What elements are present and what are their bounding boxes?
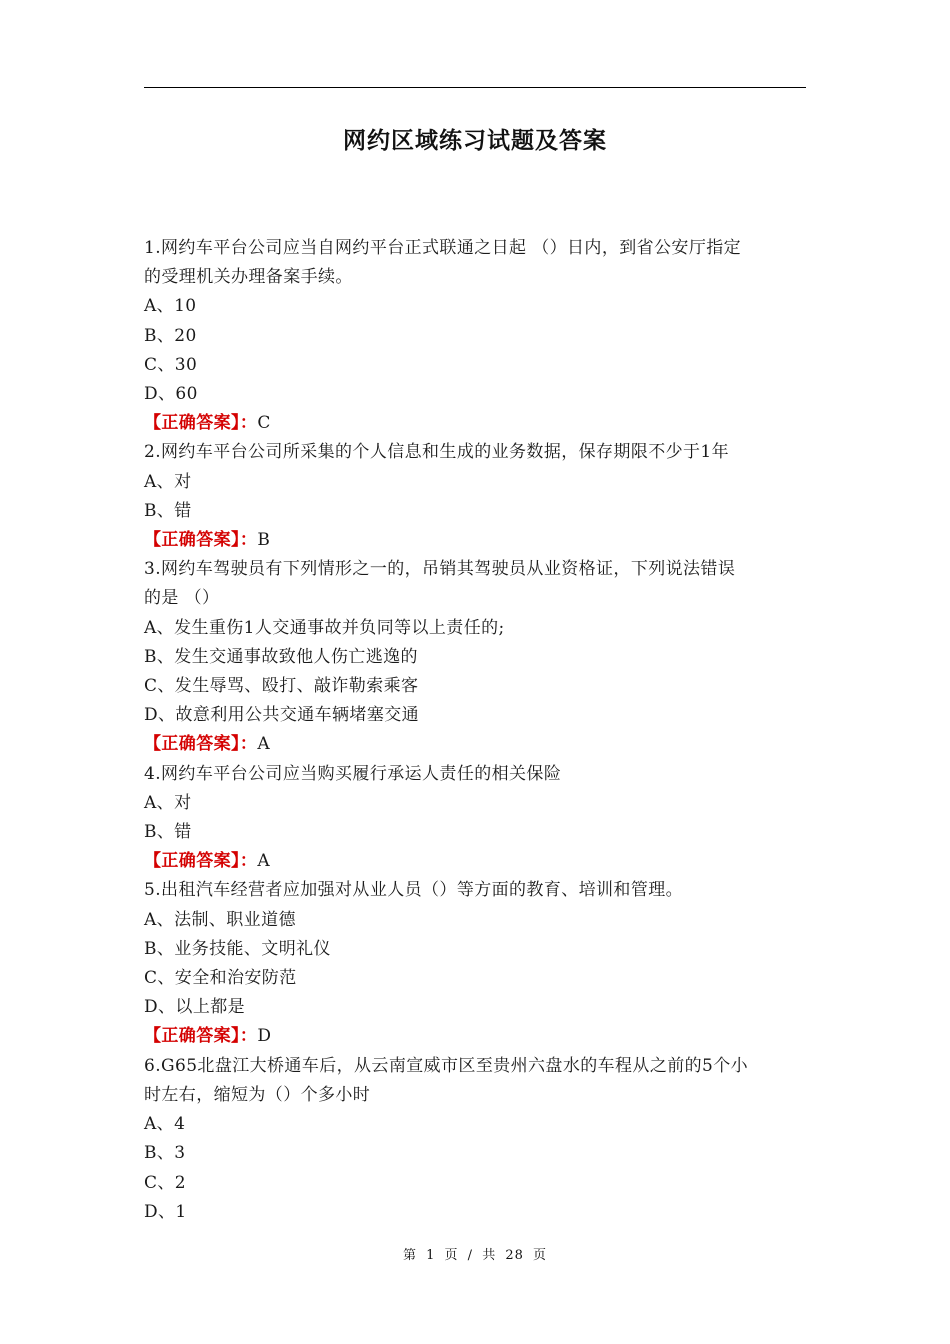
page-title: 网约区域练习试题及答案 — [343, 128, 607, 154]
question-block — [144, 555, 810, 759]
correct-answer-label: 【正确答案】： — [144, 851, 258, 872]
question-block — [144, 876, 810, 1051]
footer-prefix: 第 — [402, 1248, 417, 1263]
correct-answer-label: 【正确答案】： — [144, 530, 258, 551]
page-footer — [0, 1244, 950, 1263]
footer-total-unit: 页 — [533, 1248, 548, 1263]
correct-answer-label: 【正确答案】： — [144, 413, 258, 434]
answer-option: A、对 — [144, 792, 192, 813]
footer-separator: / — [467, 1248, 474, 1263]
correct-answer-value: A — [257, 851, 270, 872]
question-block — [144, 760, 810, 877]
answer-option: A、发生重伤1人交通事故并负同等以上责任的; — [144, 617, 505, 638]
header-rule — [144, 87, 806, 88]
question-text: 1.网约车平台公司应当自网约平台正式联通之日起 （）日内，到省公安厅指定 — [144, 238, 742, 258]
question-text: 5.出租汽车经营者应加强对从业人员（）等方面的教育、培训和管理。 — [144, 880, 684, 901]
question-text: 的受理机关办理备案手续。 — [144, 267, 353, 288]
correct-answer-label: 【正确答案】： — [144, 734, 258, 755]
correct-answer-label: 【正确答案】： — [144, 1026, 258, 1047]
question-list — [144, 234, 810, 1227]
answer-option: A、4 — [144, 1114, 186, 1135]
question-text: 的是 （） — [144, 588, 220, 609]
answer-option: B、3 — [144, 1143, 186, 1164]
answer-option: C、30 — [144, 354, 198, 375]
answer-option: B、错 — [144, 500, 192, 521]
footer-page-unit: 页 — [444, 1248, 459, 1263]
answer-option: B、错 — [144, 822, 192, 843]
answer-option: B、20 — [144, 325, 197, 346]
correct-answer — [144, 526, 810, 555]
question-text: 6.G65北盘江大桥通车后，从云南宣威市区至贵州六盘水的车程从之前的5个小 — [144, 1055, 749, 1076]
answer-option: A、对 — [144, 471, 192, 492]
answer-option: A、法制、职业道德 — [144, 909, 296, 930]
answer-option: C、2 — [144, 1172, 187, 1193]
answer-option: D、以上都是 — [144, 997, 246, 1018]
answer-option: D、60 — [144, 384, 198, 405]
answer-option: D、1 — [144, 1201, 187, 1222]
footer-total-pages: 28 — [505, 1248, 524, 1263]
question-block — [144, 1052, 810, 1227]
correct-answer — [144, 847, 810, 876]
answer-option: C、发生辱骂、殴打、敲诈勒索乘客 — [144, 676, 419, 697]
correct-answer — [144, 409, 810, 438]
answer-option: A、10 — [144, 296, 197, 317]
answer-option: B、业务技能、文明礼仪 — [144, 938, 331, 959]
question-text: 3.网约车驾驶员有下列情形之一的，吊销其驾驶员从业资格证，下列说法错误 — [144, 559, 736, 580]
answer-option: B、发生交通事故致他人伤亡逃逸的 — [144, 646, 418, 667]
answer-option: D、故意利用公共交通车辆堵塞交通 — [144, 705, 420, 726]
correct-answer — [144, 730, 810, 759]
correct-answer-value: C — [257, 413, 271, 434]
question-text: 4.网约车平台公司应当购买履行承运人责任的相关保险 — [144, 763, 562, 784]
footer-total-prefix: 共 — [482, 1248, 497, 1263]
correct-answer-value: B — [257, 530, 271, 551]
question-text: 2.网约车平台公司所采集的个人信息和生成的业务数据，保存期限不少于1年 — [144, 442, 730, 463]
answer-option: C、安全和治安防范 — [144, 968, 297, 989]
correct-answer-value: D — [257, 1026, 272, 1047]
correct-answer — [144, 1022, 810, 1051]
question-block — [144, 438, 810, 555]
question-block — [144, 234, 810, 438]
footer-page-number: 1 — [426, 1248, 436, 1263]
question-text: 时左右，缩短为（）个多小时 — [144, 1084, 371, 1105]
correct-answer-value: A — [257, 734, 270, 755]
